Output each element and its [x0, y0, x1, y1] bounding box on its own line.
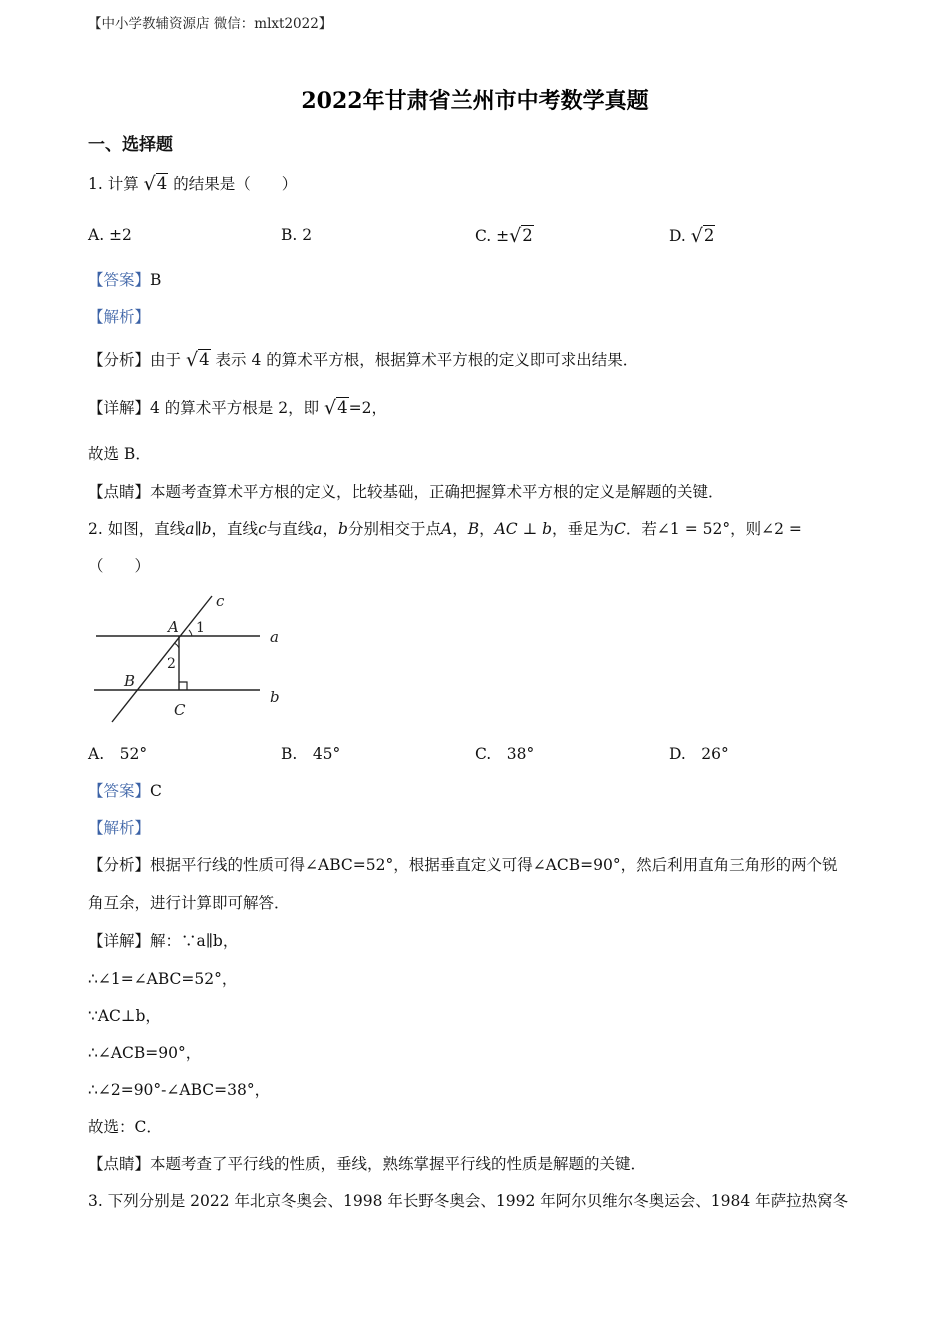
q2-figure — [88, 584, 298, 726]
q2-analysis-line2: 角互余，进行计算即可解答． — [88, 894, 290, 912]
q2-paren: （ ） — [88, 557, 151, 575]
label-B: B — [124, 672, 136, 690]
label-2: 2 — [167, 656, 176, 672]
label-b: b — [270, 688, 280, 706]
q2-comment: 【点睛】本题考查了平行线的性质，垂线，熟练掌握平行线的性质是解题的关键． — [88, 1155, 647, 1173]
q1-option-a: A. ±2 — [88, 226, 132, 244]
q2-option-d: D. 26° — [669, 745, 729, 763]
q2-answer: 【答案】C — [88, 782, 162, 800]
q2-stem: 2. 如图，直线a∥b，直线c与直线a，b分别相交于点A，B，AC ⊥ b，垂足为C．若∠1 = 52°，则∠2 = — [88, 520, 802, 538]
page-title: 2022年甘肃省兰州市中考数学真题 — [301, 88, 649, 114]
q2-option-a: A. 52° — [88, 745, 148, 763]
q1-option-c: C. ±√2 — [475, 225, 533, 247]
angle-1-arc — [189, 630, 192, 636]
label-A: A — [168, 618, 179, 636]
q1-analysis: 【分析】由于 √4 表示 4 的算术平方根，根据算术平方根的定义即可求出结果． — [88, 349, 639, 371]
sqrt-4: √4 — [143, 173, 168, 195]
q1-comment: 【点睛】本题考查算术平方根的定义，比较基础，正确把握算术平方根的定义是解题的关键． — [88, 483, 724, 501]
q2-step-5: ∴∠2=90°-∠ABC=38°， — [88, 1081, 271, 1099]
right-angle-mark — [179, 682, 187, 690]
line-c — [112, 596, 212, 722]
label-1: 1 — [196, 620, 205, 636]
q1-explain-tag: 【解析】 — [88, 308, 151, 326]
q2-option-c: C. 38° — [475, 745, 535, 763]
q2-step-4: ∴∠ACB=90°， — [88, 1044, 202, 1062]
q2-detail: 【详解】解：∵a∥b， — [88, 932, 239, 950]
angle-2-arc — [174, 643, 179, 648]
q1-option-d: D. √2 — [669, 225, 715, 247]
label-C: C — [174, 701, 186, 719]
q2-step-3: ∵AC⊥b， — [88, 1007, 161, 1025]
q1-detail: 【详解】4 的算术平方根是 2，即 √4=2， — [88, 397, 387, 419]
section-heading: 一、选择题 — [88, 135, 173, 155]
q2-explain-tag: 【解析】 — [88, 819, 151, 837]
q2-choose: 故选：C． — [88, 1118, 162, 1136]
q2-step-2: ∴∠1=∠ABC=52°， — [88, 970, 238, 988]
q1-choose: 故选 B． — [88, 445, 151, 463]
q3-stem: 3. 下列分别是 2022 年北京冬奥会、1998 年长野冬奥会、1992 年阿尔贝维尔冬奥运会、1984 年萨拉热窝冬 — [88, 1192, 849, 1210]
q2-analysis-line1: 【分析】根据平行线的性质可得∠ABC=52°，根据垂直定义可得∠ACB=90°，然后利用直角三角形的两个锐 — [88, 856, 838, 874]
q2-option-b: B. 45° — [281, 745, 341, 763]
page-header: 【中小学教辅资源店 微信：mlxt2022】 — [88, 16, 333, 32]
label-a: a — [270, 628, 279, 646]
label-c: c — [216, 592, 225, 610]
q1-stem: 1. 计算 √4 的结果是（ ） — [88, 173, 298, 195]
q1-option-b: B. 2 — [281, 226, 313, 244]
q1-answer: 【答案】B — [88, 271, 162, 289]
